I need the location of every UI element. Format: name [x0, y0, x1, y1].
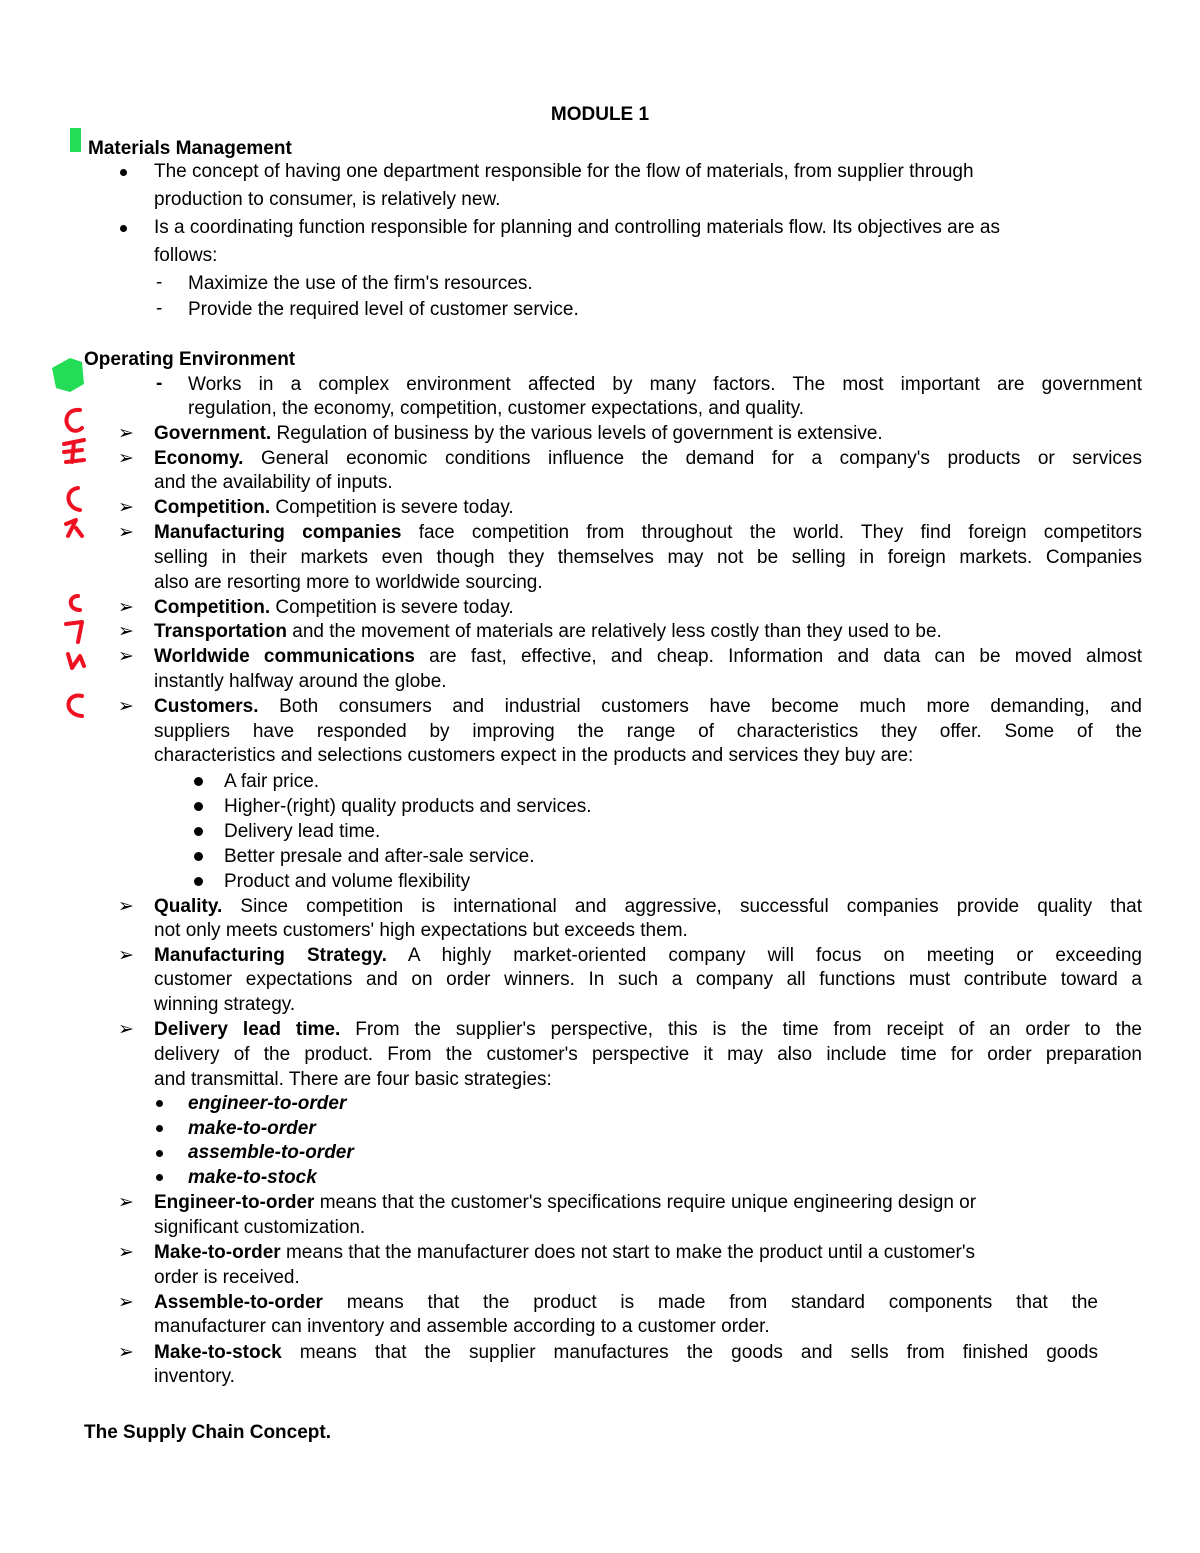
paragraph-line: regulation, the economy, competition, customer expectations, and quality.: [188, 398, 805, 419]
term-text: are fast, effective, and cheap. Information and data can be moved almost: [414, 646, 1142, 667]
term-text: Competition is severe today.: [270, 597, 514, 618]
list-item: Product and volume flexibility: [224, 871, 471, 892]
arrow-item-quality: [154, 895, 1142, 920]
term-bold: Competition.: [154, 597, 271, 618]
term-text: Regulation of business by the various levels of government is extensive.: [271, 423, 883, 444]
arrow-item-transportation: [154, 620, 1142, 645]
term-bold: Assemble-to-order: [154, 1292, 323, 1313]
bullet-dot-icon: [120, 169, 127, 176]
term-bold: Quality.: [154, 896, 223, 917]
arrow-item-assemble-to-order: [154, 1291, 1098, 1316]
list-item: Higher-(right) quality products and services.: [224, 796, 592, 817]
term-bold: Delivery lead time.: [154, 1019, 341, 1040]
term-bold: Engineer-to-order: [154, 1192, 315, 1213]
arrow-item-competition: [154, 496, 1142, 521]
paragraph-line: inventory.: [154, 1366, 235, 1387]
objective-item: Maximize the use of the firm's resources.: [188, 273, 533, 294]
bullet-dot-icon: [156, 1100, 163, 1107]
arrow-item-make-to-stock: [154, 1341, 1098, 1366]
dash-marker: -: [156, 298, 163, 319]
arrow-bullet-icon: ➢: [118, 1342, 134, 1363]
strategy-item: assemble-to-order: [188, 1142, 354, 1163]
paragraph-line: Works in a complex environment affected by many factors. The most important are government: [188, 374, 1142, 395]
arrow-bullet-icon: ➢: [118, 497, 134, 518]
paragraph-line: suppliers have responded by improving the range of characteristics they offer. Some of the: [154, 721, 1142, 742]
paragraph-line: and transmittal. There are four basic strategies:: [154, 1069, 552, 1090]
green-highlight-mark: [70, 128, 81, 152]
heading-materials-management: Materials Management: [88, 138, 292, 159]
strategy-item: engineer-to-order: [188, 1093, 347, 1114]
strategy-item: make-to-stock: [188, 1167, 317, 1188]
paragraph-line: customer expectations and on order winners. In such a company all functions must contribute toward a: [154, 969, 1142, 990]
paragraph-line: characteristics and selections customers expect in the products and services they buy are:: [154, 745, 914, 766]
arrow-bullet-icon: ➢: [118, 448, 134, 469]
arrow-item-make-to-order: [154, 1241, 1142, 1266]
paragraph-line: production to consumer, is relatively new.: [154, 189, 501, 210]
term-bold: Make-to-order: [154, 1242, 281, 1263]
list-item: Better presale and after-sale service.: [224, 846, 535, 867]
term-bold: Government.: [154, 423, 272, 444]
strategy-item: make-to-order: [188, 1118, 316, 1139]
heading-supply-chain-concept: The Supply Chain Concept.: [84, 1422, 332, 1443]
arrow-bullet-icon: ➢: [118, 1292, 134, 1313]
bullet-dot-icon: [194, 827, 203, 836]
term-bold: Manufacturing companies: [154, 522, 402, 543]
list-item: Delivery lead time.: [224, 821, 381, 842]
arrow-item-economy: [154, 447, 1142, 472]
paragraph-line: follows:: [154, 245, 218, 266]
arrow-bullet-icon: ➢: [118, 522, 134, 543]
term-bold: Transportation: [154, 621, 288, 642]
term-text: means that the manufacturer does not start to make the product until a customer's: [280, 1242, 976, 1263]
paragraph-line: selling in their markets even though they themselves may not be selling in foreign markets. Companies: [154, 547, 1142, 568]
objective-item: Provide the required level of customer service.: [188, 299, 579, 320]
paragraph-line: also are resorting more to worldwide sourcing.: [154, 572, 543, 593]
arrow-bullet-icon: ➢: [118, 1242, 134, 1263]
term-bold: Worldwide communications: [154, 646, 415, 667]
paragraph-line: Is a coordinating function responsible for planning and controlling materials flow. Its objectives are as: [154, 217, 1000, 238]
arrow-item-worldwide: [154, 645, 1142, 670]
paragraph-line: instantly halfway around the globe.: [154, 671, 447, 692]
heading-operating-environment: Operating Environment: [84, 349, 296, 370]
bullet-dot-icon: [156, 1125, 163, 1132]
bullet-dot-icon: [120, 225, 127, 232]
term-bold: Make-to-stock: [154, 1342, 282, 1363]
arrow-bullet-icon: ➢: [118, 1019, 134, 1040]
arrow-item-customers: [154, 695, 1142, 720]
term-text: means that the product is made from standard components that the: [322, 1292, 1098, 1313]
term-text: A highly market-oriented company will focus on meeting or exceeding: [386, 945, 1142, 966]
arrow-bullet-icon: ➢: [118, 696, 134, 717]
bullet-dot-icon: [194, 852, 203, 861]
paragraph-line: not only meets customers' high expectations but exceeds them.: [154, 920, 688, 941]
paragraph-line: delivery of the product. From the customer's perspective it may also include time for order preparation: [154, 1044, 1142, 1065]
paragraph-line: significant customization.: [154, 1217, 366, 1238]
arrow-item-government: [154, 422, 1142, 447]
arrow-bullet-icon: ➢: [118, 597, 134, 618]
arrow-bullet-icon: ➢: [118, 1192, 134, 1213]
arrow-bullet-icon: ➢: [118, 423, 134, 444]
arrow-item-manufacturing: [154, 521, 1142, 546]
green-highlight-blob: [50, 354, 86, 394]
bullet-dot-icon: [194, 877, 203, 886]
arrow-bullet-icon: ➢: [118, 945, 134, 966]
term-text: General economic conditions influence the demand for a company's products or services: [243, 448, 1142, 469]
paragraph-line: manufacturer can inventory and assemble according to a customer order.: [154, 1316, 770, 1337]
paragraph-line: winning strategy.: [154, 994, 296, 1015]
paragraph-line: and the availability of inputs.: [154, 472, 393, 493]
bullet-dot-icon: [156, 1174, 163, 1181]
list-item: A fair price.: [224, 771, 320, 792]
dash-marker: -: [156, 272, 163, 293]
arrow-item-competition: [154, 596, 1142, 621]
term-bold: Competition.: [154, 497, 271, 518]
term-text: Both consumers and industrial customers have become much more demanding, and: [258, 696, 1142, 717]
arrow-bullet-icon: ➢: [118, 646, 134, 667]
term-text: and the movement of materials are relatively less costly than they used to be.: [287, 621, 942, 642]
arrow-item-delivery-lead-time: [154, 1018, 1142, 1043]
arrow-item-engineer-to-order: [154, 1191, 1142, 1216]
arrow-item-manufacturing-strategy: [154, 944, 1142, 969]
arrow-bullet-icon: ➢: [118, 896, 134, 917]
bullet-dot-icon: [194, 777, 203, 786]
arrow-bullet-icon: ➢: [118, 621, 134, 642]
term-text: means that the supplier manufactures the goods and sells from finished goods: [281, 1342, 1098, 1363]
red-handwritten-annotations: [52, 400, 92, 730]
term-bold: Economy.: [154, 448, 244, 469]
term-text: means that the customer's specifications require unique engineering design or: [314, 1192, 977, 1213]
term-text: face competition from throughout the world. They find foreign competitors: [401, 522, 1143, 543]
bullet-dot-icon: [194, 802, 203, 811]
term-bold: Customers.: [154, 696, 259, 717]
bullet-dot-icon: [156, 1150, 163, 1157]
term-text: Competition is severe today.: [270, 497, 514, 518]
term-bold: Manufacturing Strategy.: [154, 945, 387, 966]
paragraph-line: The concept of having one department responsible for the flow of materials, from supplier through: [154, 161, 974, 182]
term-text: Since competition is international and aggressive, successful companies provide quality that: [222, 896, 1142, 917]
paragraph-line: order is received.: [154, 1267, 300, 1288]
page-title: MODULE 1: [550, 104, 650, 125]
term-text: From the supplier's perspective, this is the time from receipt of an order to the: [340, 1019, 1142, 1040]
dash-marker: -: [156, 373, 163, 394]
